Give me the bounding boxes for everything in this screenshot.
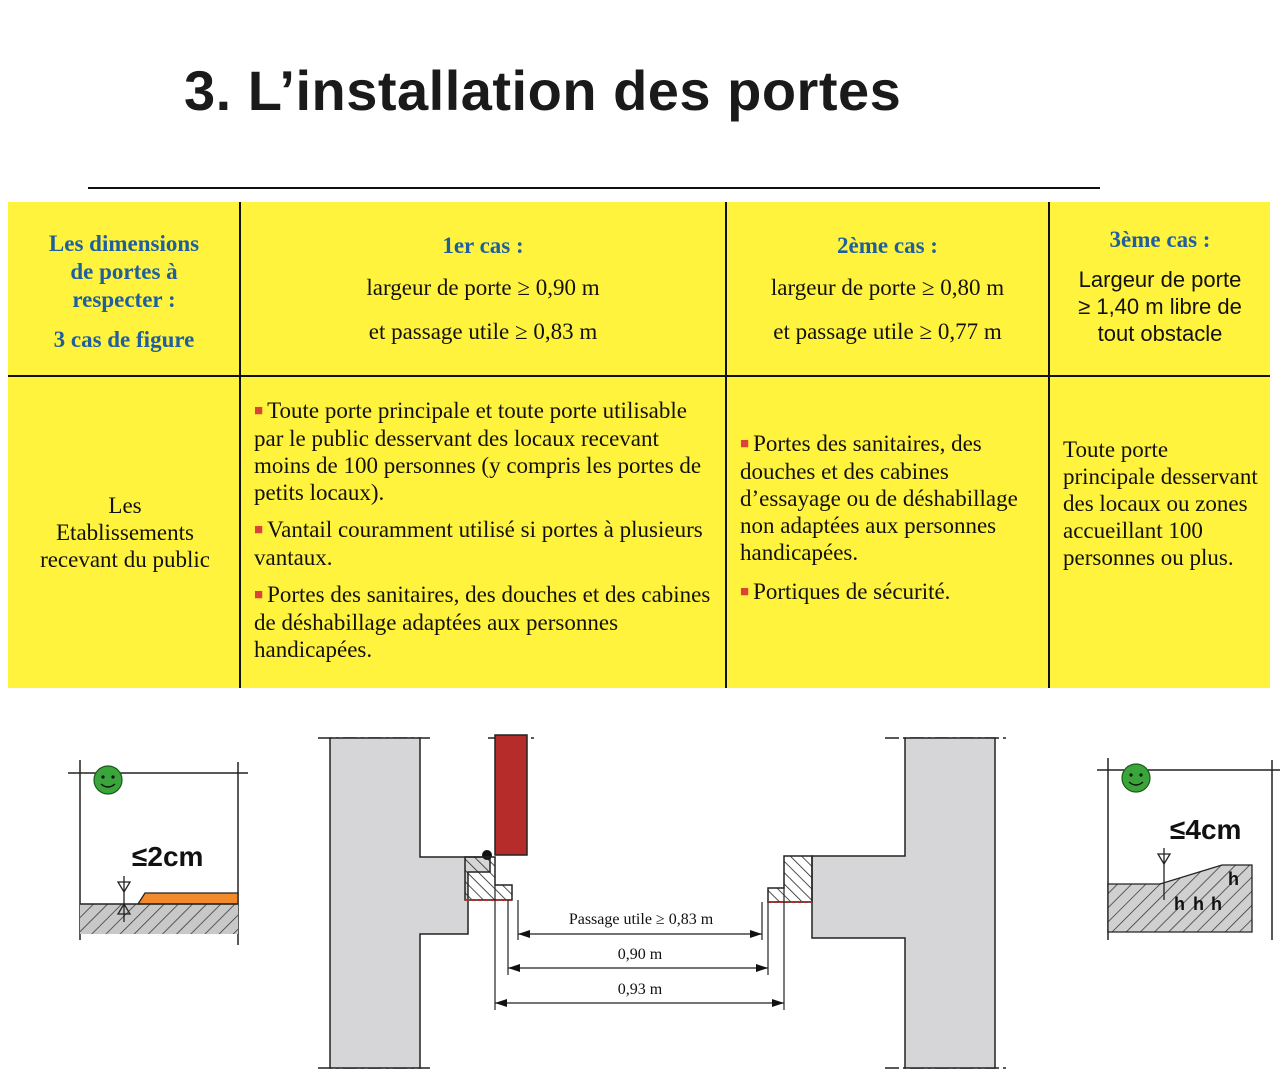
bullet-icon: ■ (254, 403, 264, 419)
row-label: recevant du public (40, 547, 210, 572)
title-divider (88, 187, 1100, 189)
h-mark: h (1228, 869, 1239, 889)
cas3-label: 3ème cas : (1109, 227, 1211, 252)
cas2-label: 2ème cas : (837, 233, 938, 258)
cas3-line3: tout obstacle (1097, 321, 1223, 346)
row-label: Etablissements (56, 520, 194, 545)
row-cas3-cell (1063, 436, 1263, 571)
header-text: 3 cas de figure (53, 327, 195, 352)
cas2-item: Portiques de sécurité. (753, 579, 951, 604)
cas2-line1: largeur de porte ≥ 0,80 m (770, 275, 1005, 300)
header-dimensions-cell (14, 230, 234, 354)
row-cas2-cell (740, 430, 1040, 606)
bullet-icon: ■ (740, 584, 750, 600)
cas1-item: Toute porte principale et toute porte utilisable par le public desservant des locaux recevant moins de 100 personnes (y compris les portes de petits locaux). (254, 398, 702, 505)
header-text: Les dimensions (48, 231, 200, 256)
right-threshold-label: ≤4cm (1170, 814, 1242, 845)
header-text: respecter : (72, 287, 176, 312)
left-threshold-sketch (68, 760, 248, 945)
cas2-line2: et passage utile ≥ 0,77 m (773, 319, 1002, 344)
right-threshold-sketch (1097, 758, 1280, 940)
header-text: de portes à (70, 259, 178, 284)
header-cas2-cell (727, 232, 1048, 345)
cas3-item: Toute porte principale desservant des locaux ou zones accueillant 100 personnes ou plus. (1063, 437, 1258, 570)
cas1-item: Portes des sanitaires, des douches et des cabines de déshabillage adaptées aux personnes handicapées. (254, 582, 711, 662)
cas1-line1: largeur de porte ≥ 0,90 m (366, 275, 600, 300)
frame-width-label: 0,93 m (617, 981, 663, 998)
door-plan (318, 735, 1010, 1068)
cas3-line2: ≥ 1,40 m libre de (1078, 294, 1242, 319)
bullet-icon: ■ (254, 587, 264, 603)
smiley-icon (1122, 764, 1150, 792)
bullet-icon: ■ (254, 522, 264, 538)
row-erp-cell (14, 492, 236, 573)
header-cas3-cell (1050, 226, 1270, 347)
header-cas1-cell (241, 232, 725, 345)
h-mark: h (1211, 894, 1222, 914)
door-diagrams (0, 700, 1280, 1080)
left-threshold-label: ≤2cm (132, 841, 204, 872)
bullet-icon: ■ (740, 436, 750, 452)
door-width-label: 0,90 m (617, 946, 663, 963)
row-cas1-cell (254, 397, 716, 663)
cas1-label: 1er cas : (442, 233, 524, 258)
passage-utile-label: Passage utile ≥ 0,83 m (568, 911, 714, 928)
cas1-line2: et passage utile ≥ 0,83 m (368, 319, 598, 344)
table-row-divider (8, 375, 1270, 377)
page-title: 3. L’installation des portes (184, 59, 902, 122)
cas2-item: Portes des sanitaires, des douches et des cabines d’essayage ou de déshabillage non adaptées aux personnes handicapées. (740, 431, 1018, 565)
cas1-item: Vantail couramment utilisé si portes à plusieurs vantaux. (254, 517, 703, 570)
h-mark: h (1193, 894, 1204, 914)
smiley-icon (94, 766, 122, 794)
cas3-line1: Largeur de porte (1078, 267, 1242, 292)
door-leaf (495, 735, 527, 855)
h-mark: h (1174, 894, 1185, 914)
row-label: Les (108, 493, 142, 518)
